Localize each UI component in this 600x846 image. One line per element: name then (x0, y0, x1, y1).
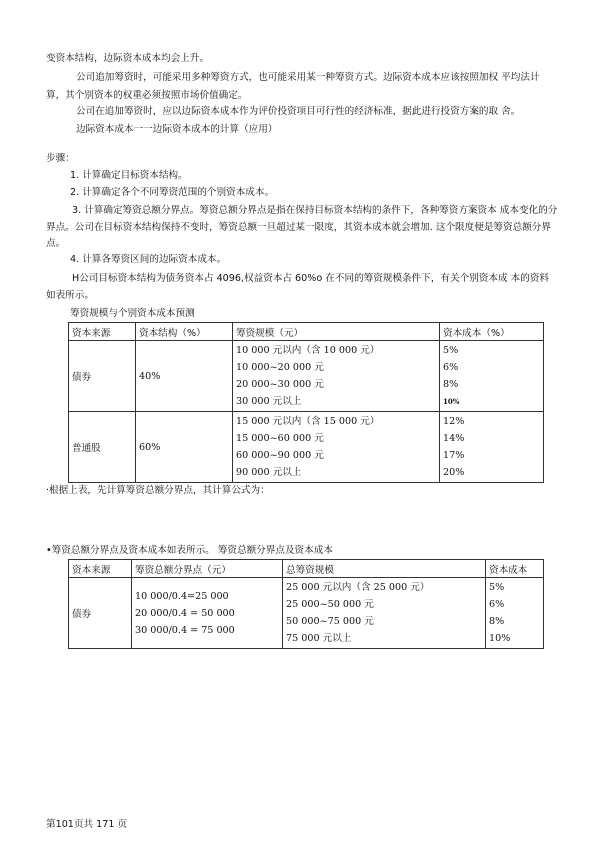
text-paragraph: 公司追加筹资时，可能采用多种筹资方式，也可能采用某一种筹资方式。边际资本成本应该按照加权 平均法计算，其个别资本的权重必须按照市场价值确定。 (46, 72, 540, 101)
header-cell: 筹资规模（元） (233, 323, 440, 341)
range-value: 90 000 元以上 (236, 467, 302, 478)
cost-cell (440, 341, 544, 412)
table2-caption: •筹资总额分界点及资本成本如表所示。 筹资总额分界点及资本成本 (46, 545, 333, 556)
table-header-row (69, 560, 544, 578)
cost-cell (440, 412, 544, 483)
structure-cell: 60% (136, 412, 233, 483)
step-item: 2. 计算确定各个不同筹资范围的个别资本成本。 (70, 187, 275, 198)
text-paragraph: ·根据上表，先计算筹资总额分界点，其计算公式为： (46, 485, 270, 496)
header-cell: 资本来源 (69, 323, 136, 341)
cost-value: 6% (443, 362, 459, 373)
cost-value: 8% (489, 616, 505, 627)
range-value: 75 000 元以上 (286, 633, 352, 644)
cost-value: 10% (443, 397, 460, 406)
steps-title: 步骤： (46, 153, 75, 164)
header-cell: 筹资总额分界点（元） (132, 560, 283, 578)
cost-value: 5% (443, 345, 459, 356)
range-value: 10 000 元以内（含 10 000 元） (236, 345, 380, 356)
source-cell: 普通股 (69, 412, 136, 483)
table-cost-forecast (68, 322, 544, 483)
breakpoint-value: 30 000/0.4 = 75 000 (135, 624, 235, 636)
range-value: 10 000~20 000 元 (236, 362, 324, 373)
example-paragraph: H公司目标资本结构为债务资本占 4096,权益资本占 60%o 在不同的筹资规模条件下，有关个别资本成 本的资料如表所示。 (46, 273, 550, 301)
cost-value: 10% (489, 633, 511, 644)
range-value: 30 000 元以上 (236, 396, 302, 407)
range-value: 60 000~90 000 元 (236, 450, 324, 461)
cost-cell (486, 578, 544, 649)
step-item: 1. 计算确定目标资本结构。 (70, 170, 188, 181)
header-cell: 资本成本（%） (440, 323, 544, 341)
range-cell (283, 578, 486, 649)
section-heading: 边际资本成本一一边际资本成本的计算（应用） (76, 124, 278, 135)
cost-value: 12% (443, 416, 465, 427)
header-cell: 总筹资规模 (283, 560, 486, 578)
cost-value: 17% (443, 450, 465, 461)
text-paragraph: 变资本结构，边际资本成本均会上升。 (46, 53, 210, 64)
text-paragraph: 公司在追加筹资时，应以边际资本成本作为评价投资项目可行性的经济标准，据此进行投资方案的取 舍。 (76, 106, 521, 117)
range-value: 15 000~60 000 元 (236, 433, 324, 444)
cost-value: 14% (443, 433, 465, 444)
table-header-row (69, 323, 544, 341)
header-cell: 资本来源 (69, 560, 132, 578)
source-cell: 债券 (69, 341, 136, 412)
range-value: 20 000~30 000 元 (236, 379, 324, 390)
source-cell: 债券 (69, 578, 132, 649)
range-value: 50 000~75 000 元 (286, 616, 374, 627)
table-row (69, 341, 544, 412)
header-cell: 资本成本 (486, 560, 544, 578)
structure-cell: 40% (136, 341, 233, 412)
range-value: 25 000~50 000 元 (286, 599, 374, 610)
breakpoint-value: 10 000/0.4=25 000 (135, 590, 229, 602)
table1-caption: 筹资规模与个别资本成本预测 (70, 308, 195, 319)
range-value: 25 000 元以内（含 25 000 元） (286, 582, 430, 593)
breakpoint-cell (132, 578, 283, 649)
step-item: 3. 计算确定筹资总额分界点。筹资总额分界点是指在保持目标资本结构的条件下，各种筹资方案资本 成本变化的分界点。公司在目标资本结构保持不变时，筹资总额一旦超过某一限度，其资本成本就会增加. 这个限度便是筹资总额分界点。 (46, 205, 558, 249)
table-row (69, 412, 544, 483)
cost-value: 8% (443, 379, 459, 390)
table-breakpoints (68, 559, 544, 649)
header-cell: 资本结构（%） (136, 323, 233, 341)
cost-value: 20% (443, 467, 465, 478)
table-row (69, 578, 544, 649)
range-cell (233, 412, 440, 483)
cost-value: 6% (489, 599, 505, 610)
step-item: 4. 计算各筹资区间的边际资本成本。 (70, 254, 227, 265)
breakpoint-value: 20 000/0.4 = 50 000 (135, 607, 235, 619)
range-cell (233, 341, 440, 412)
range-value: 15 000 元以内（含 15 000 元） (236, 416, 380, 427)
cost-value: 5% (489, 582, 505, 593)
page-footer: 第101页共 171 页 (46, 819, 128, 830)
